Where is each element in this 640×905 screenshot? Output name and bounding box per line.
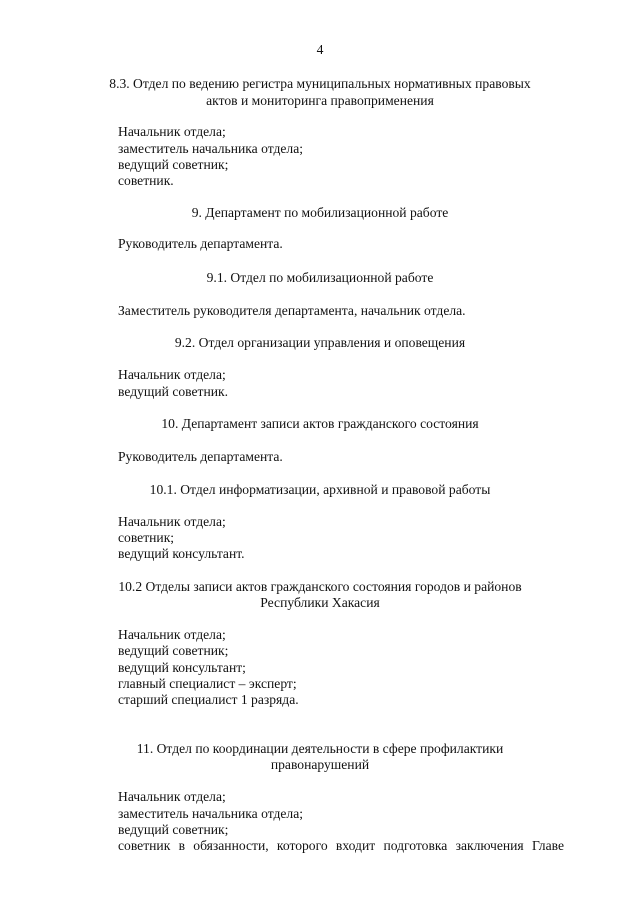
section-heading: Республики Хакасия	[260, 595, 380, 610]
section-heading: 11. Отдел по координации деятельности в сфере профилактики	[136, 741, 504, 756]
section-heading: 9.2. Отдел организации управления и оповещения	[174, 335, 466, 350]
position-item: ведущий консультант;	[118, 660, 246, 675]
position-item: ведущий советник;	[118, 643, 229, 658]
position-item: Начальник отдела;	[118, 124, 226, 139]
section-heading: 8.3. Отдел по ведению регистра муниципальных нормативных правовых	[109, 76, 531, 91]
section-heading: правонарушений	[270, 757, 370, 772]
position-item: ведущий советник;	[118, 822, 229, 837]
position-item: ведущий консультант.	[118, 546, 245, 561]
position-item: ведущий советник;	[118, 157, 229, 172]
section-heading: 9.1. Отдел по мобилизационной работе	[206, 270, 434, 285]
position-item: Начальник отдела;	[118, 514, 226, 529]
position-item: главный специалист – эксперт;	[118, 676, 297, 691]
position-item: заместитель начальника отдела;	[118, 806, 304, 821]
position-item: Начальник отдела;	[118, 789, 226, 804]
position-item: Заместитель руководителя департамента, начальник отдела.	[118, 303, 466, 318]
position-item: советник;	[118, 530, 175, 545]
position-item: Руководитель департамента.	[118, 236, 283, 251]
position-item: советник.	[118, 173, 174, 188]
position-item: Руководитель департамента.	[118, 449, 283, 464]
section-heading: 9. Департамент по мобилизационной работе	[191, 205, 449, 220]
section-heading: 10.2 Отделы записи актов гражданского состояния городов и районов	[118, 579, 522, 594]
section-heading: актов и мониторинга правоприменения	[206, 93, 434, 108]
section-heading: 10.1. Отдел информатизации, архивной и правовой работы	[149, 482, 491, 497]
position-item: советник в обязанности, которого входит подготовка заключения Главе	[118, 838, 564, 853]
position-item: старший специалист 1 разряда.	[118, 692, 299, 707]
position-item: ведущий советник.	[118, 384, 229, 399]
page-number: 4	[316, 42, 324, 57]
section-heading: 10. Департамент записи актов гражданского состояния	[161, 416, 479, 431]
position-item: Начальник отдела;	[118, 627, 226, 642]
position-item: заместитель начальника отдела;	[118, 141, 304, 156]
position-item: Начальник отдела;	[118, 367, 226, 382]
